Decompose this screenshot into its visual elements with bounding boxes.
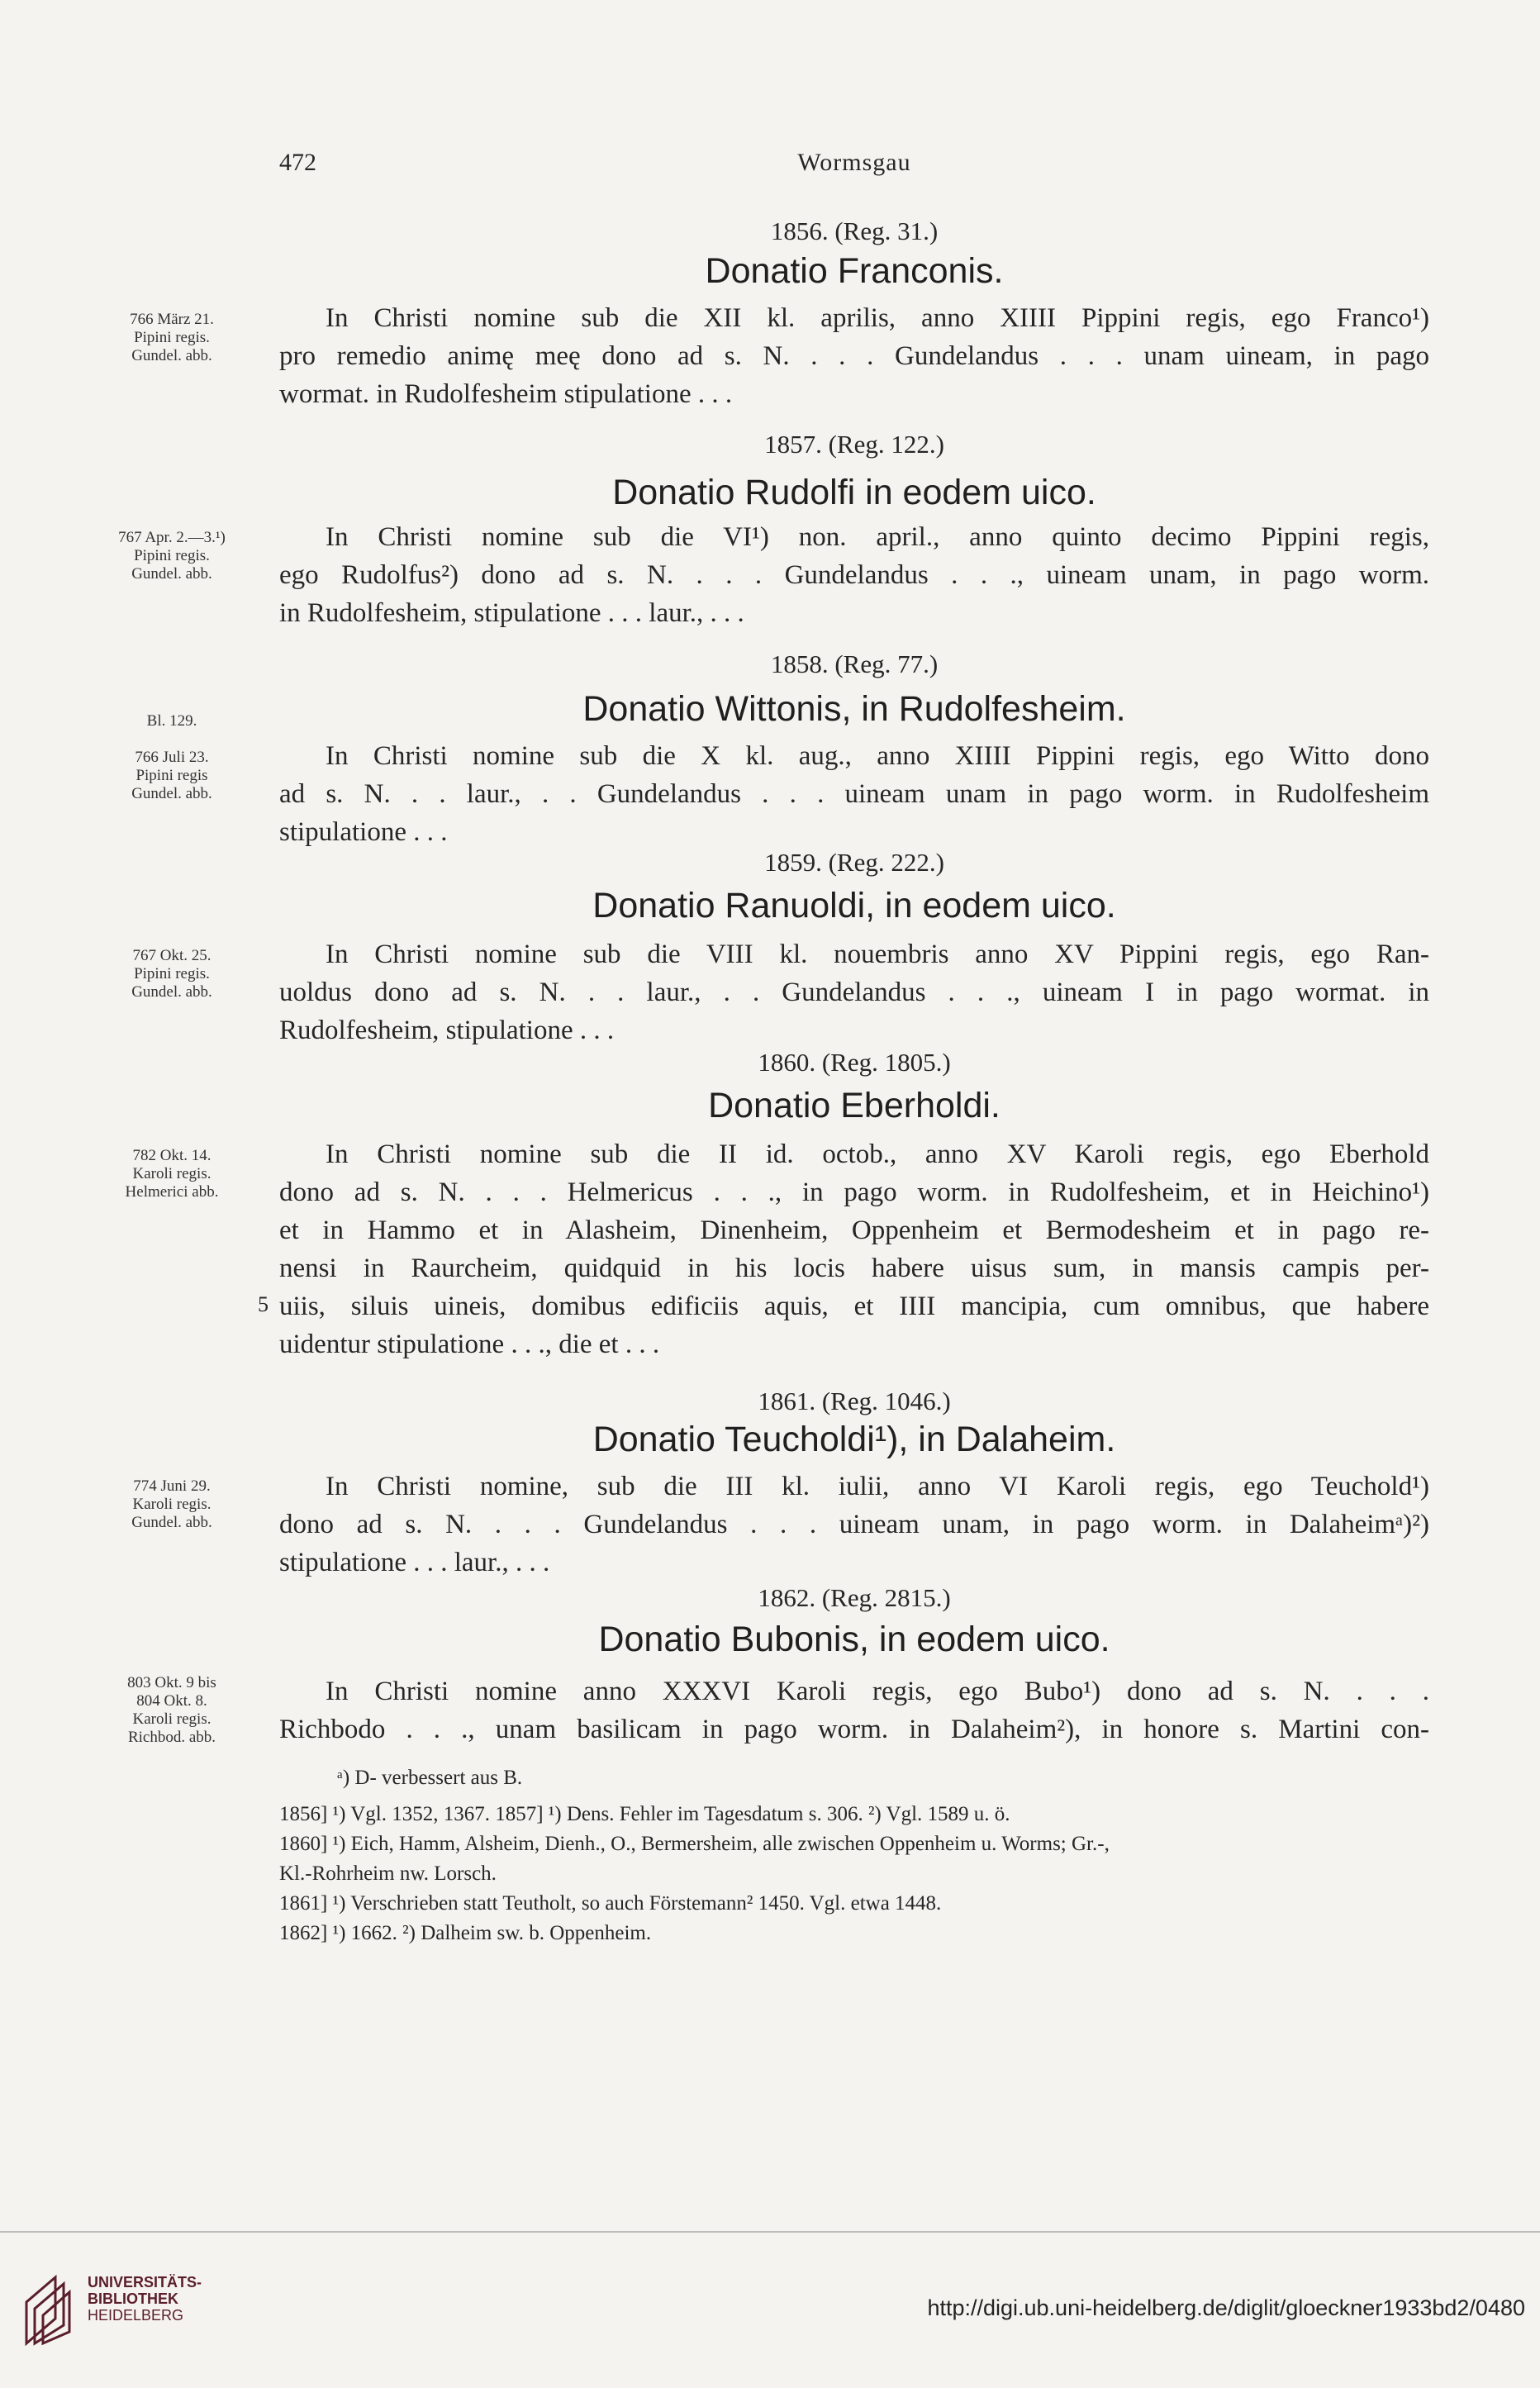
entry-text <box>279 737 1429 851</box>
entry-number: 1856. (Reg. 31.) <box>770 216 939 245</box>
margin-abbot: Gundel. abb. <box>131 983 212 1001</box>
footnote-continuation: Kl.-Rohrheim nw. Lorsch. <box>279 1862 497 1885</box>
margin-folio-label: Bl. 129. <box>146 712 197 730</box>
text-line: stipulatione . . . <box>279 817 448 847</box>
margin-note <box>89 1674 254 1747</box>
margin-abbot: Gundel. abb. <box>131 347 212 364</box>
text-line: Richbodo . . ., unam basilicam in pago worm. in Dalaheim²), in honore s. Martini con- <box>279 1715 1429 1744</box>
footnote: 1860] ¹) Eich, Hamm, Alsheim, Dienh., O., Bermersheim, alle zwischen Oppenheim u. Worms; Gr.-, <box>279 1833 1110 1855</box>
entry-heading: Donatio Eberholdi. <box>708 1086 1001 1125</box>
text-line: In Christi nomine sub die X kl. aug., anno XIIII Pippini regis, ego Witto dono <box>326 741 1429 771</box>
entry-heading: Donatio Franconis. <box>705 251 1004 291</box>
entry-heading: Donatio Bubonis, in eodem uico. <box>598 1620 1110 1659</box>
text-line: dono ad s. N. . . . Gundelandus . . . uineam unam, in pago worm. in Dalaheimᵃ)²) <box>279 1510 1429 1539</box>
margin-date: 774 Juni 29. <box>133 1477 211 1495</box>
margin-reign: Pipini regis. <box>134 547 210 564</box>
margin-note <box>89 1477 254 1532</box>
running-title: Wormsgau <box>797 149 911 176</box>
margin-note <box>89 1147 254 1201</box>
text-line: in Rudolfesheim, stipulatione . . . laur., . . . <box>279 598 744 628</box>
entry-heading: Donatio Wittonis, in Rudolfesheim. <box>582 689 1126 729</box>
page-footer <box>0 2231 1540 2388</box>
text-line: In Christi nomine anno XXXVI Karoli regis, ego Bubo¹) dono ad s. N. . . . <box>326 1677 1429 1706</box>
text-line: dono ad s. N. . . . Helmericus . . ., in pago worm. in Rudolfesheim, et in Heichino¹) <box>279 1177 1429 1207</box>
text-line: stipulatione . . . laur., . . . <box>279 1548 550 1577</box>
entry-text <box>279 518 1429 632</box>
margin-reign: Pipini regis <box>135 767 208 784</box>
entry-number: 1859. (Reg. 222.) <box>764 848 944 877</box>
entry-number: 1860. (Reg. 1805.) <box>758 1048 951 1077</box>
library-name-line: BIBLIOTHEK <box>88 2290 178 2307</box>
footnote: 1856] ¹) Vgl. 1352, 1367. 1857] ¹) Dens. Fehler im Tagesdatum s. 306. ²) Vgl. 1589 u. ö. <box>279 1803 1010 1825</box>
margin-date-end: 804 Okt. 8. <box>136 1692 207 1710</box>
margin-note <box>89 529 254 583</box>
entry-heading: Donatio Ranuoldi, in eodem uico. <box>592 886 1116 925</box>
library-name <box>88 2274 202 2324</box>
margin-abbot: Helmerici abb. <box>125 1183 219 1201</box>
entry-heading: Donatio Rudolfi in eodem uico. <box>612 473 1096 512</box>
margin-abbot: Gundel. abb. <box>131 785 212 802</box>
text-line: uidentur stipulatione . . ., die et . . . <box>279 1330 660 1359</box>
entry-number: 1861. (Reg. 1046.) <box>758 1387 951 1415</box>
text-line: ad s. N. . . laur., . . Gundelandus . . . uineam unam in pago worm. in Rudolfesheim <box>279 779 1429 809</box>
text-line: et in Hammo et in Alasheim, Dinenheim, Oppenheim et Bermodesheim et in pago re- <box>279 1215 1429 1245</box>
text-line: Rudolfesheim, stipulatione . . . <box>279 1016 615 1045</box>
margin-abbot: Richbod. abb. <box>127 1729 216 1746</box>
footnote: 1862] ¹) 1662. ²) Dalheim sw. b. Oppenheim. <box>279 1922 652 1944</box>
entry-text <box>279 1468 1429 1582</box>
margin-date: 782 Okt. 14. <box>132 1147 212 1164</box>
page-header <box>279 149 1429 190</box>
entry-heading: Donatio Teucholdi¹), in Dalaheim. <box>592 1420 1116 1459</box>
entry-number: 1858. (Reg. 77.) <box>770 649 939 678</box>
margin-reign: Pipini regis. <box>134 329 210 346</box>
footnotes <box>279 1763 1429 1948</box>
margin-abbot: Gundel. abb. <box>131 565 212 583</box>
text-line: nensi in Raurcheim, quidquid in his locis habere uisus sum, in mansis campis per- <box>279 1253 1429 1283</box>
footnote: 1861] ¹) Verschrieben statt Teutholt, so auch Förstemann² 1450. Vgl. etwa 1448. <box>279 1892 942 1915</box>
margin-date: 766 Juli 23. <box>135 749 209 766</box>
library-logo-icon <box>18 2261 76 2352</box>
page-number: 472 <box>279 149 316 176</box>
text-line: uoldus dono ad s. N. . . laur., . . Gundelandus . . ., uineam I in pago wormat. in <box>279 978 1429 1007</box>
margin-date: 766 März 21. <box>130 311 214 328</box>
margin-note <box>89 749 254 803</box>
text-line: wormat. in Rudolfesheim stipulatione . . . <box>279 379 733 409</box>
entry-text <box>279 1672 1429 1748</box>
text-line: In Christi nomine sub die II id. octob., anno XV Karoli regis, ego Eberhold <box>326 1139 1429 1169</box>
text-line: In Christi nomine sub die VI¹) non. april., anno quinto decimo Pippini regis, <box>326 522 1429 552</box>
text-line: uiis, siluis uineis, domibus edificiis aquis, et IIII mancipia, cum omnibus, que habere <box>279 1292 1429 1321</box>
margin-date: 767 Okt. 25. <box>132 947 212 964</box>
entry-text <box>279 1135 1429 1363</box>
margin-date: 803 Okt. 9 bis <box>127 1674 216 1691</box>
text-line: In Christi nomine sub die XII kl. aprilis, anno XIIII Pippini regis, ego Franco¹) <box>326 303 1429 333</box>
footnote-textual: ᵃ) D- verbessert aus B. <box>337 1767 523 1789</box>
library-name-line: UNIVERSITÄTS- <box>88 2274 202 2290</box>
text-line: pro remedio animę meę dono ad s. N. . . . Gundelandus . . . unam uineam, in pago <box>279 341 1429 371</box>
margin-date: 767 Apr. 2.—3.¹) <box>118 529 226 546</box>
entry-text <box>279 299 1429 413</box>
entry-number: 1857. (Reg. 122.) <box>764 430 944 459</box>
source-url-link[interactable]: http://digi.ub.uni-heidelberg.de/diglit/gloeckner1933bd2/0480 <box>927 2295 1525 2320</box>
library-name-line: HEIDELBERG <box>88 2307 184 2324</box>
entry-text <box>279 935 1429 1049</box>
entry-number: 1862. (Reg. 2815.) <box>758 1583 951 1612</box>
line-number-marker: 5 <box>258 1292 269 1316</box>
margin-note <box>89 947 254 1001</box>
margin-reign: Karoli regis. <box>132 1165 212 1182</box>
text-line: ego Rudolfus²) dono ad s. N. . . . Gundelandus . . ., uineam unam, in pago worm. <box>279 560 1429 590</box>
margin-reign: Pipini regis. <box>134 965 210 982</box>
margin-abbot: Gundel. abb. <box>131 1514 212 1531</box>
margin-reign: Karoli regis. <box>132 1710 212 1728</box>
margin-note <box>89 311 254 365</box>
margin-folio <box>89 712 254 730</box>
margin-reign: Karoli regis. <box>132 1496 212 1513</box>
text-line: In Christi nomine sub die VIII kl. nouembris anno XV Pippini regis, ego Ran- <box>326 940 1429 969</box>
text-line: In Christi nomine, sub die III kl. iulii, anno VI Karoli regis, ego Teuchold¹) <box>326 1472 1429 1501</box>
footer-divider <box>0 2231 1540 2233</box>
